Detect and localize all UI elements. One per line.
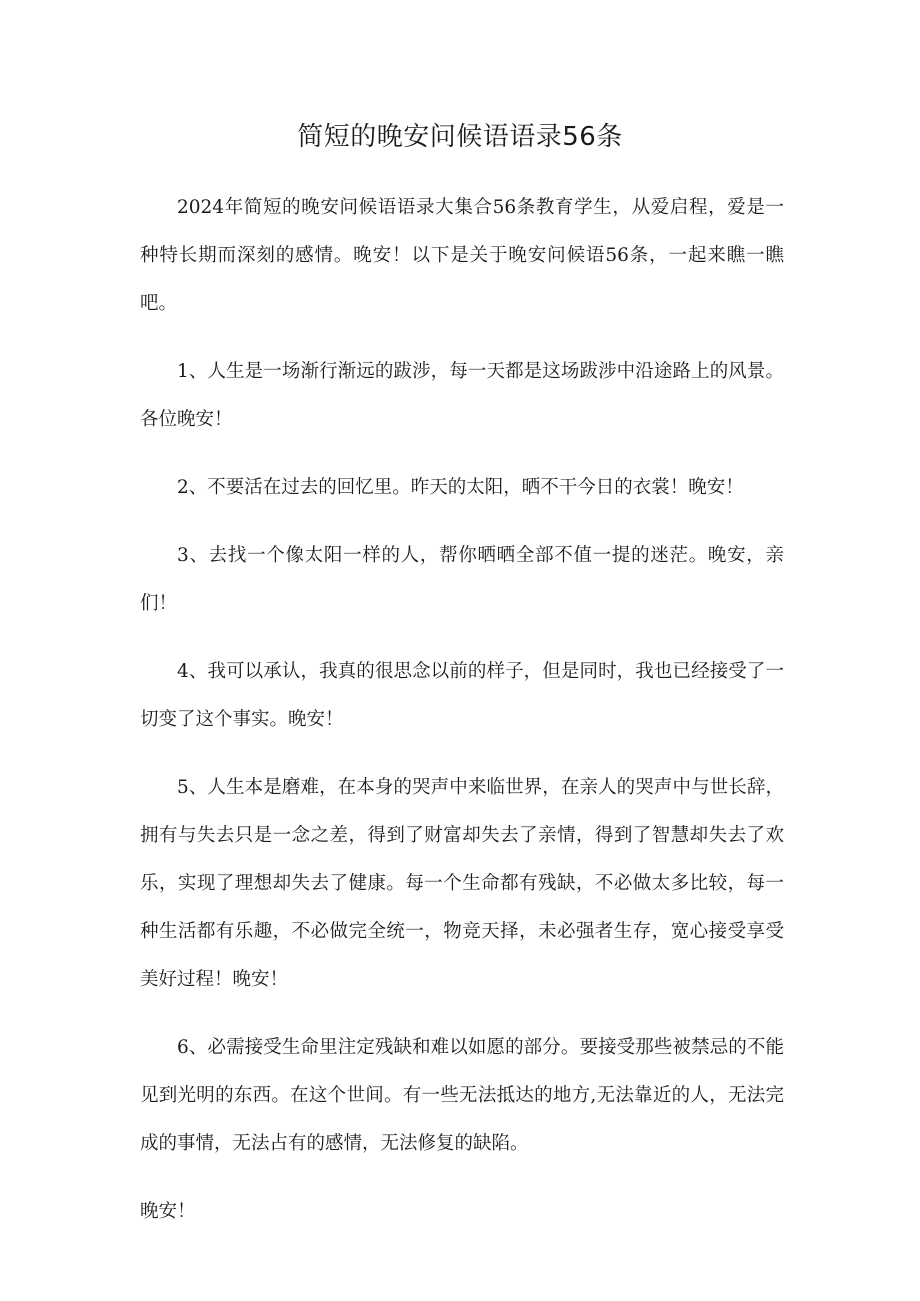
intro-paragraph: 2024年简短的晚安问候语语录大集合56条教育学生，从爱启程，爱是一种特长期而深刻的感情。晚安！以下是关于晚安问候语56条，一起来瞧一瞧吧。	[140, 197, 784, 314]
quote-paragraph-2: 2、不要活在过去的回忆里。昨天的太阳，晒不干今日的衣裳！晚安！	[177, 477, 744, 498]
quote-paragraph-5: 5、人生本是磨难，在本身的哭声中来临世界，在亲人的哭声中与世长辞，拥有与失去只是一念之差，得到了财富却失去了亲情，得到了智慧却失去了欢乐，实现了理想却失去了健康。每一个生命都有残缺，不必做太多比较，每一种生活都有乐趣，不必做完全统一，物竞天择，未必强者生存，宽心接受享受美好过程！晚安！	[140, 777, 784, 990]
closing-line: 晚安！	[140, 1201, 196, 1222]
quote-paragraph-3: 3、去找一个像太阳一样的人，帮你晒晒全部不值一提的迷茫。晚安，亲们！	[140, 545, 784, 614]
document-title: 简短的晚安问候语语录56条	[297, 122, 623, 152]
quote-paragraph-6: 6、必需接受生命里注定残缺和难以如愿的部分。要接受那些被禁忌的不能见到光明的东西。在这个世间。有一些无法抵达的地方,无法靠近的人，无法完成的事情，无法占有的感情，无法修复的缺陷。	[140, 1037, 784, 1154]
quote-paragraph-4: 4、我可以承认，我真的很思念以前的样子，但是同时，我也已经接受了一切变了这个事实。晚安！	[140, 661, 784, 730]
document-body	[140, 184, 784, 1256]
quote-paragraph-1: 1、人生是一场渐行渐远的跋涉，每一天都是这场跋涉中沿途路上的风景。各位晚安！	[140, 361, 784, 430]
